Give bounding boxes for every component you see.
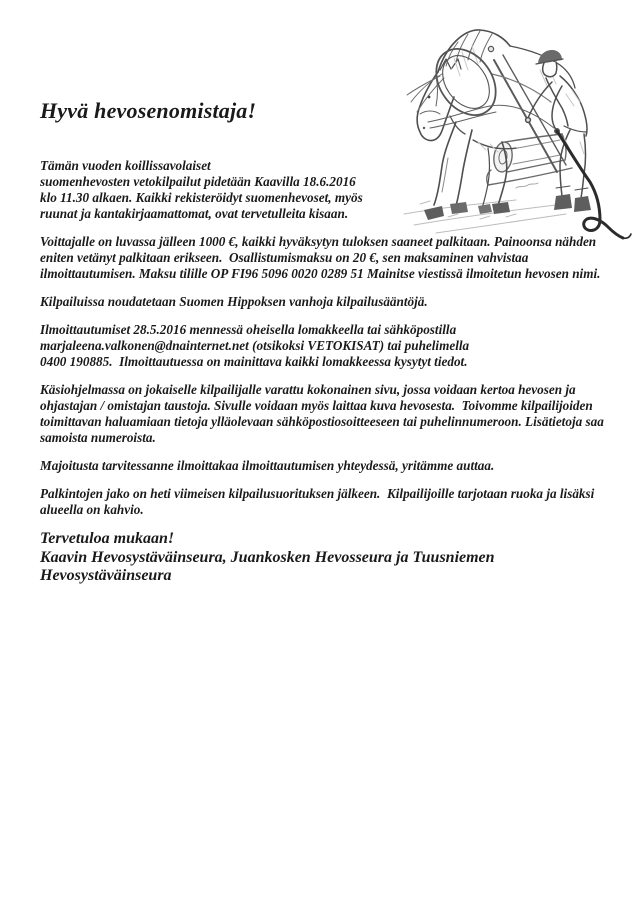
text-line: Käsiohjelmassa on jokaiselle kilpailijalle varattu kokonainen sivu, jossa voidaan kertoa hevosen ja — [40, 382, 576, 397]
text-line: Majoitusta tarvitessanne ilmoittakaa ilmoittautumisen yhteydessä, yritämme auttaa. — [40, 458, 495, 473]
paragraph-awards-food — [40, 486, 620, 518]
text-line: ilmoittautumisen. Maksu tilille OP FI96 5096 0020 0289 51 Mainitse viestissä ilmoitetun hevosen nimi. — [40, 266, 601, 281]
text-line: Voittajalle on luvassa jälleen 1000 €, kaikki hyväksytyn tuloksen saaneet palkitaan. Painoonsa nähden — [40, 234, 597, 249]
paragraph-prizes-payment — [40, 234, 620, 282]
letter-body — [40, 98, 620, 586]
paragraph-accommodation — [40, 458, 620, 474]
closing-welcome-line: Tervetuloa mukaan! — [40, 530, 175, 547]
text-line: toimittavan haluamiaan tietoja ylläolevaan sähköpostiosoitteeseen tai puhelinnumeroon. Lisätietoja saa — [40, 414, 604, 429]
text-line: samoista numeroista. — [40, 430, 156, 445]
text-line: Kilpailuissa noudatetaan Suomen Hippoksen vanhoja kilpailusääntöjä. — [40, 294, 428, 309]
text-line: Palkintojen jako on heti viimeisen kilpailusuorituksen jälkeen. Kilpailijoille tarjotaan ruoka ja lisäksi — [40, 486, 595, 501]
text-line: Tämän vuoden koillissavolaiset — [40, 158, 211, 173]
text-line: suomenhevosten vetokilpailut pidetään Kaavilla 18.6.2016 — [40, 174, 356, 189]
text-line: klo 11.30 alkaen. Kaikki rekisteröidyt suomenhevoset, myös — [40, 190, 363, 205]
paragraph-intro — [40, 158, 620, 222]
paragraph-registration — [40, 322, 620, 370]
paragraph-program — [40, 382, 620, 446]
page-title: Hyvä hevosenomistaja! — [40, 98, 257, 123]
text-line: marjaleena.valkonen@dnainternet.net (otsikoksi VETOKISAT) tai puhelimella — [40, 338, 470, 353]
text-line: ruunat ja kantakirjaamattomat, ovat tervetulleita kisaan. — [40, 206, 349, 221]
text-line: eniten vetänyt palkitaan erikseen. Osallistumismaksu on 20 €, sen maksaminen vahvistaa — [40, 250, 529, 265]
closing-organizers-line-2: Hevosystäväinseura — [40, 567, 172, 584]
closing-signature — [40, 530, 620, 586]
text-line: 0400 190885. Ilmoittautuessa on mainittava kaikki lomakkeessa kysytyt tiedot. — [40, 354, 468, 369]
text-line: Ilmoittautumiset 28.5.2016 mennessä oheisella lomakkeella tai sähköpostilla — [40, 322, 457, 337]
closing-organizers-line: Kaavin Hevosystäväinseura, Juankosken Hevosseura ja Tuusniemen — [40, 548, 495, 566]
text-line: alueella on kahvio. — [40, 502, 144, 517]
text-line: ohjastajan / omistajan taustoja. Sivulle voidaan myös laittaa kuva hevosesta. Toivomme kilpailijoiden — [40, 398, 593, 413]
paragraph-rules — [40, 294, 620, 310]
